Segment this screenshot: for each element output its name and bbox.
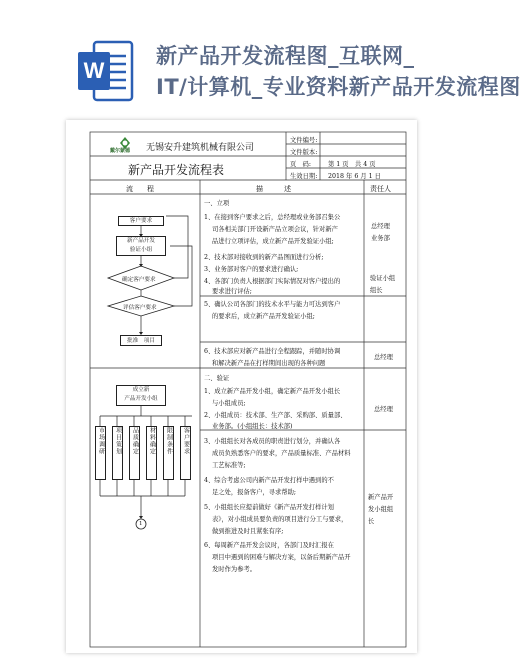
flow-dept-box bbox=[146, 426, 157, 480]
desc-line: 发时作为参考。 bbox=[212, 566, 257, 573]
flow-dept-label: 客户要求 bbox=[182, 427, 190, 455]
company-name: 无锡安升建筑机械有限公司 bbox=[146, 143, 255, 153]
flow-dept-box bbox=[112, 426, 123, 480]
flow-dept-box bbox=[163, 426, 174, 480]
desc-line: 4、各部门负责人根据部门实际情况对客户提出的 bbox=[204, 278, 341, 285]
desc-line: 的要求后，成立新产品开发验证小组; bbox=[212, 313, 315, 320]
column-header-owner: 责任人 bbox=[370, 185, 391, 193]
owner-cell: 总经理 bbox=[374, 354, 393, 361]
flow-connector-label: 1 bbox=[139, 521, 143, 527]
word-document-icon bbox=[78, 40, 134, 102]
desc-line: 6、每周新产品开发会议时，各部门及时汇报在 bbox=[204, 542, 334, 549]
company-logo-text: 戴尔蒙德 bbox=[110, 148, 131, 154]
document-title-line-1[interactable]: 新产品开发流程图_互联网_ bbox=[156, 44, 415, 68]
date-value: 2018 年 6 月 1 日 bbox=[328, 173, 381, 180]
desc-line: 1、在接到客户要求之后，总经理或业务部召集公 bbox=[204, 214, 341, 221]
desc-line: 做到推进及时且紧张有序; bbox=[212, 528, 284, 535]
desc-line: 2、小组成员：技术部、生产部、采购部、质量部、 bbox=[204, 412, 347, 419]
flow-dept-label: 材料确定 bbox=[148, 427, 156, 455]
flow-evaluate-requirement: 评估客户要求 bbox=[123, 305, 157, 311]
desc-line: 2、技术部对接收到的新产品图面进行分析; bbox=[204, 254, 324, 261]
file-no-label: 文件编号: bbox=[290, 137, 318, 144]
desc-line: 表》，对小组成员要负责的项目进行分工与要求， bbox=[212, 516, 348, 523]
desc-line: 4、综合考虑公司内新产品开发打样中遇到的不 bbox=[204, 477, 334, 484]
desc-line: 1、成立新产品开发小组，确定新产品开发小组长 bbox=[204, 388, 341, 395]
form-title: 新产品开发流程表 bbox=[128, 163, 225, 177]
desc-line: 与小组成员; bbox=[212, 400, 246, 407]
desc-line: 要求进行评估; bbox=[212, 288, 252, 295]
column-header-desc: 描 述 bbox=[256, 185, 291, 193]
flow-dept-box bbox=[129, 426, 140, 480]
flow-approve-project: 批准 项目 bbox=[120, 335, 162, 346]
desc-line: 项目中遇到的困难与解决方案，以备后期新产品开 bbox=[212, 554, 351, 561]
flow-dept-label: 市场调研 bbox=[97, 427, 105, 455]
flow-dept-label: 项目策划 bbox=[114, 427, 122, 455]
owner-cell: 总经理 业务部 bbox=[371, 223, 390, 242]
flow-customer-requirement: 客户要求 bbox=[118, 216, 164, 226]
owner-cell: 验证小组 组长 bbox=[370, 275, 396, 294]
section2-heading: 二、验证 bbox=[204, 375, 230, 382]
desc-line: 5、小组组长应提前做好《新产品开发打样计划 bbox=[204, 504, 334, 511]
page-label: 页 码: bbox=[290, 161, 312, 168]
owner-cell: 总经理 bbox=[374, 406, 393, 413]
desc-line: 3、小组组长对各成员的职责进行划分，并确认各 bbox=[204, 438, 341, 445]
flow-form-team: 新产品开发 验证小组 bbox=[116, 236, 166, 256]
desc-line: 工艺标准等; bbox=[212, 462, 246, 469]
flow-dept-label: 限制条件 bbox=[165, 427, 173, 455]
date-label: 生效日期: bbox=[290, 173, 318, 180]
document-preview[interactable] bbox=[66, 120, 417, 653]
owner-cell: 新产品开 发小组组 长 bbox=[368, 494, 394, 525]
desc-line: 成员负熟悉客户的要求，产品质量标准、产品材料 bbox=[212, 450, 351, 457]
flow-dept-box bbox=[95, 426, 106, 480]
desc-line: 5、确认公司各部门的技术水平与能力可达到客户 bbox=[204, 301, 341, 308]
desc-line: 司各相关部门开设新产品立项会议，针对新产 bbox=[212, 226, 338, 233]
page-value: 第 1 页 共 4 页 bbox=[328, 161, 376, 168]
desc-line: 业务部。(小组组长：技术部) bbox=[212, 423, 293, 430]
version-label: 文件版本: bbox=[290, 149, 318, 156]
desc-line: 6、技术部应对新产品进行全程跟踪，并随时协调 bbox=[204, 348, 341, 355]
section1-heading: 一、立项 bbox=[204, 200, 230, 207]
desc-line: 和解决新产品在打样期间出现的各种问题 bbox=[212, 360, 326, 367]
flow-form-new-team: 成立新 产品开发小组 bbox=[116, 385, 166, 406]
flow-dept-box bbox=[180, 426, 191, 480]
svg-text:W: W bbox=[83, 58, 105, 83]
desc-line: 品进行立项评估，成立新产品开发验证小组; bbox=[212, 238, 334, 245]
desc-line: 足之处，报备客户，寻求帮助; bbox=[212, 489, 296, 496]
flow-confirm-requirement: 确定客户要求 bbox=[122, 277, 156, 283]
flow-dept-label: 品质确定 bbox=[131, 427, 139, 455]
desc-line: 3、业务部对客户的要求进行确认; bbox=[204, 266, 299, 273]
column-header-flow: 流 程 bbox=[126, 185, 154, 193]
document-title-line-2[interactable]: IT/计算机_专业资料新产品开发流程图 bbox=[156, 75, 521, 99]
